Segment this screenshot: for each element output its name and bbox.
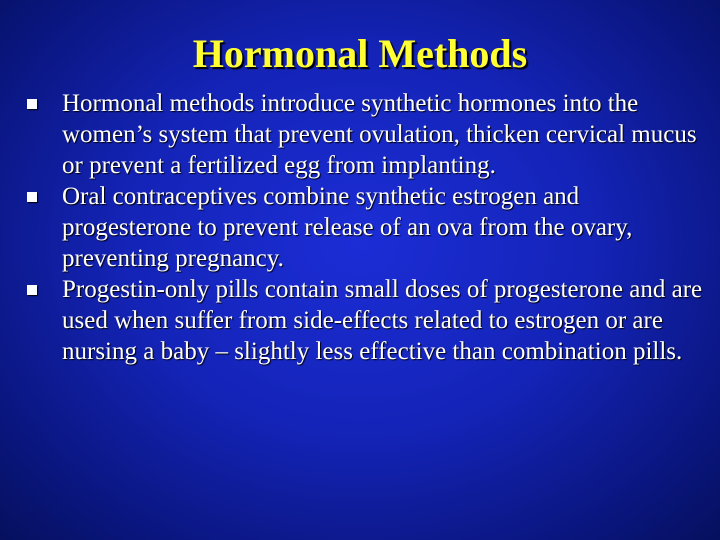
bullet-text: Hormonal methods introduce synthetic hormones into the women’s system that prevent ovulation, thicken cervical mucus or prevent a fertilized egg from implanting. [62, 90, 697, 179]
bullet-item [26, 181, 706, 274]
bullet-item [26, 88, 706, 181]
bullet-text: Oral contraceptives combine synthetic estrogen and progesterone to prevent release of an ova from the ovary, preventing pregnancy. [62, 183, 633, 272]
bullet-item [26, 274, 706, 367]
square-bullet-icon [27, 285, 37, 295]
square-bullet-icon [27, 99, 37, 109]
bullet-list [26, 88, 706, 367]
square-bullet-icon [27, 192, 37, 202]
bullet-text: Progestin-only pills contain small doses of progesterone and are used when suffer from side-effects related to estrogen or are nursing a baby – slightly less effective than combination pills. [62, 276, 703, 365]
slide-title: Hormonal Methods [192, 31, 528, 76]
